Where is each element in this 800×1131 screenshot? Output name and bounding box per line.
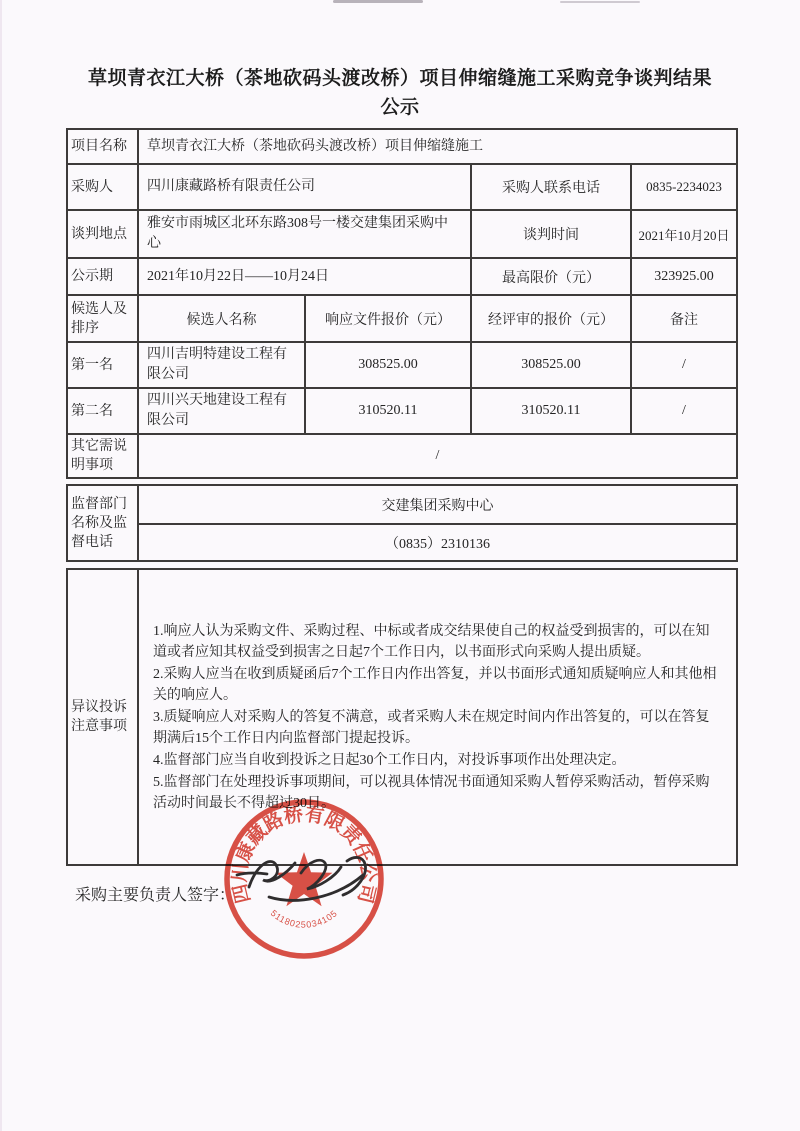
- rank-header: 候选人及排序: [67, 295, 138, 342]
- supervision-phone: （0835）2310136: [138, 524, 737, 561]
- candidates-header-row: [67, 295, 737, 342]
- supervision-label: 监督部门名称及监督电话: [67, 485, 138, 561]
- publicity-period-value: 2021年10月22日——10月24日: [138, 258, 471, 295]
- candidate-bid: 308525.00: [305, 342, 471, 388]
- candidate-row: [67, 342, 737, 388]
- complaint-item: 5.监督部门在处理投诉事项期间，可以视具体情况书面通知采购人暂停采购活动，暂停采购活动时间最长不得超过30日。: [153, 774, 710, 811]
- supervision-table: [66, 484, 738, 562]
- negotiation-place-label: 谈判地点: [67, 210, 138, 258]
- other-notes-label: 其它需说明事项: [67, 434, 138, 478]
- candidate-name: 四川兴天地建设工程有限公司: [138, 388, 305, 434]
- candidate-name: 四川吉明特建设工程有限公司: [138, 342, 305, 388]
- table-row: [67, 164, 737, 210]
- page-title-line2: 公示: [380, 97, 420, 118]
- table-row: [67, 434, 737, 478]
- purchaser-phone-label: 采购人联系电话: [471, 164, 631, 210]
- table-row: [67, 485, 737, 524]
- info-table: [66, 128, 738, 479]
- negotiation-place-value: 雅安市雨城区北环东路308号一楼交建集团采购中心: [138, 210, 471, 258]
- complaint-item: 4.监督部门应当自收到投诉之日起30个工作日内，对投诉事项作出处理决定。: [153, 752, 626, 768]
- candidate-row: [67, 388, 737, 434]
- svg-text:5118025034105: [269, 908, 340, 930]
- stamp-company-text: 四川康藏路桥有限责任公司: [229, 804, 379, 906]
- candidate-bid: 310520.11: [305, 388, 471, 434]
- remark-header: 备注: [631, 295, 737, 342]
- signature-row: [75, 882, 800, 905]
- max-price-value: 323925.00: [631, 258, 737, 295]
- page-title: [0, 64, 800, 122]
- candidate-remark: /: [631, 388, 737, 434]
- supervision-department: 交建集团采购中心: [138, 485, 737, 524]
- purchaser-phone-value: 0835-2234023: [631, 164, 737, 210]
- candidate-remark: /: [631, 342, 737, 388]
- signature-label: 采购主要负责人签字：: [75, 887, 236, 904]
- table-row: [67, 129, 737, 164]
- scan-artifact: [333, 0, 423, 3]
- table-row: [67, 524, 737, 561]
- candidate-evaluated: 308525.00: [471, 342, 631, 388]
- purchaser-label: 采购人: [67, 164, 138, 210]
- stamp-serial-text: 5118025034105: [268, 907, 340, 930]
- max-price-label: 最高限价（元）: [471, 258, 631, 295]
- other-notes-value: /: [138, 434, 737, 478]
- name-header: 候选人名称: [138, 295, 305, 342]
- table-row: [67, 258, 737, 295]
- table-row: [67, 210, 737, 258]
- candidate-rank: 第二名: [67, 388, 138, 434]
- purchaser-value: 四川康藏路桥有限责任公司: [138, 164, 471, 210]
- evaluated-header: 经评审的报价（元）: [471, 295, 631, 342]
- complaint-item: 3.质疑响应人对采购人的答复不满意，或者采购人未在规定时间内作出答复的，可以在答复期满后15个工作日内向监督部门提起投诉。: [153, 709, 710, 746]
- project-name-value: 草坝青衣江大桥（茶地砍码头渡改桥）项目伸缩缝施工: [138, 129, 737, 164]
- bid-header: 响应文件报价（元）: [305, 295, 471, 342]
- complaint-label: 异议投诉注意事项: [67, 569, 138, 865]
- negotiation-time-value: 2021年10月20日: [631, 210, 737, 258]
- table-row: [67, 569, 737, 865]
- complaint-item: 1.响应人认为采购文件、采购过程、中标或者成交结果使自己的权益受到损害的，可以在知道或者应知其权益受到损害之日起7个工作日内，以书面形式向采购人提出质疑。: [153, 623, 710, 660]
- publicity-period-label: 公示期: [67, 258, 138, 295]
- scan-artifact: [560, 1, 640, 3]
- candidate-evaluated: 310520.11: [471, 388, 631, 434]
- negotiation-time-label: 谈判时间: [471, 210, 631, 258]
- complaint-notes: [138, 569, 737, 865]
- page-title-line1: 草坝青衣江大桥（茶地砍码头渡改桥）项目伸缩缝施工采购竞争谈判结果: [87, 68, 712, 89]
- project-name-label: 项目名称: [67, 129, 138, 164]
- candidate-rank: 第一名: [67, 342, 138, 388]
- scan-artifact: [0, 0, 2, 1131]
- complaint-item: 2.采购人应当在收到质疑函后7个工作日内作出答复，并以书面形式通知质疑响应人和其他相关的响应人。: [153, 666, 717, 703]
- complaint-table: [66, 568, 738, 866]
